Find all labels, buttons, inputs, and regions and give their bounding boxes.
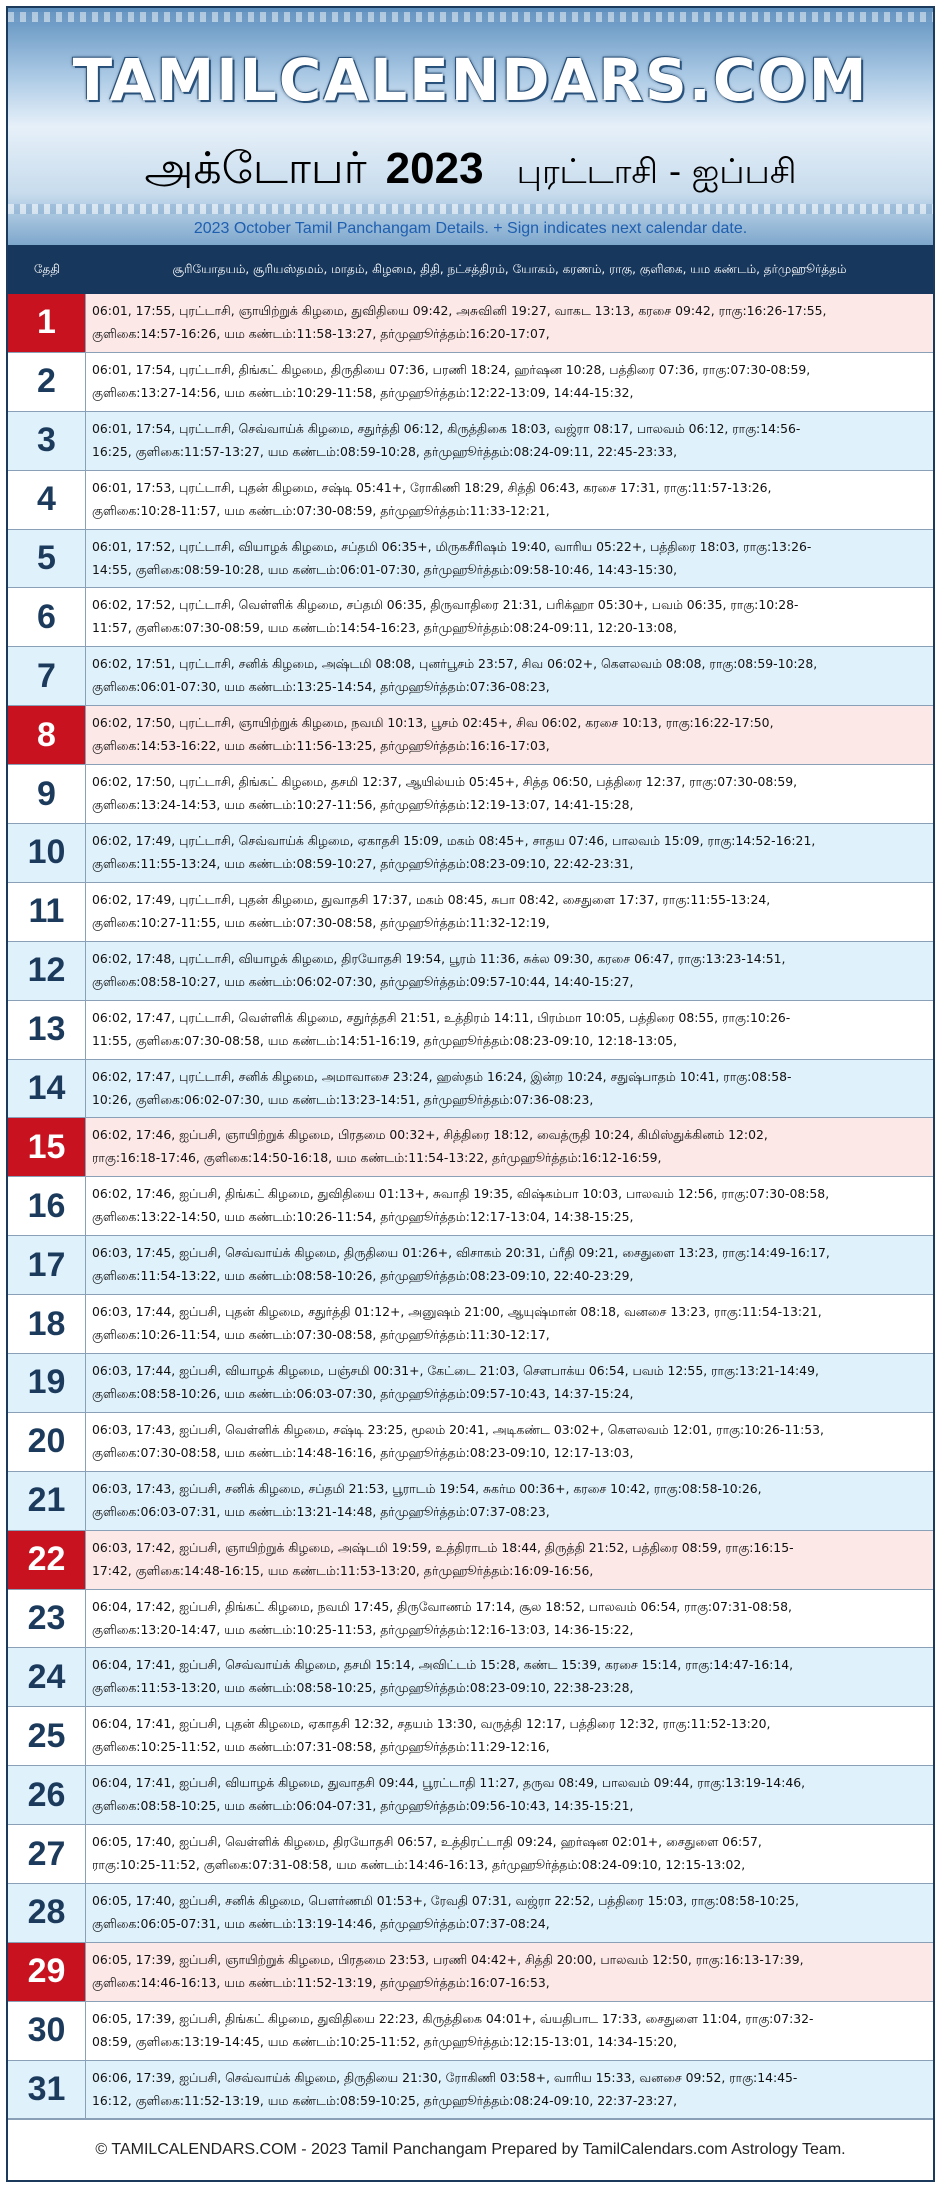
day-details (86, 883, 933, 941)
banner-ornament-top (8, 12, 933, 22)
page-subtitle: 2023 October Tamil Panchangam Details. + Sign indicates next calendar date. (193, 220, 748, 237)
details-line-1: 06:03, 17:43, ஐப்பசி, சனிக் கிழமை, சப்தமி 21:53, பூராடம் 19:54, சுகர்ம 00:36+, கரசை 10:42, ராகு:08:58-10:26, (92, 1480, 762, 1496)
day-number: 12 (8, 942, 86, 1000)
details-line-1: 06:03, 17:44, ஐப்பசி, புதன் கிழமை, சதுர்த்தி 01:12+, அனுஷம் 21:00, ஆயுஷ்மான் 08:18, வனசை 13:23, ராகு:11:54-13:21, (92, 1304, 822, 1320)
table-row (8, 942, 933, 1001)
day-details (86, 412, 933, 470)
table-row (8, 1943, 933, 2002)
details-line-2: குளிகை:13:20-14:47, யம கண்டம்:10:25-11:53, தர்முஹூர்த்தம்:12:16-13:03, 14:36-15:22, (92, 1621, 634, 1637)
day-number: 9 (8, 765, 86, 823)
day-details (86, 1413, 933, 1471)
day-number: 30 (8, 2002, 86, 2060)
day-details (86, 1707, 933, 1765)
day-details (86, 1354, 933, 1412)
details-line-1: 06:05, 17:40, ஐப்பசி, சனிக் கிழமை, பௌர்ணமி 01:53+, ரேவதி 07:31, வஜ்ரா 22:52, பத்திரை 15:03, ராகு:08:58-10:25, (92, 1893, 799, 1909)
table-row (8, 824, 933, 883)
table-row (8, 412, 933, 471)
details-line-1: 06:03, 17:45, ஐப்பசி, செவ்வாய்க் கிழமை, திருதியை 01:26+, விசாகம் 20:31, ப்ரீதி 09:21, சைதுளை 13:23, ராகு:14:49-16:17, (92, 1245, 830, 1261)
day-number: 17 (8, 1236, 86, 1294)
table-row (8, 588, 933, 647)
day-number: 19 (8, 1354, 86, 1412)
table-row (8, 2002, 933, 2061)
details-line-1: 06:03, 17:42, ஐப்பசி, ஞாயிற்றுக் கிழமை, அஷ்டமி 19:59, உத்திராடம் 18:44, திருத்தி 21:52, பத்திரை 08:59, ராகு:16:15- (92, 1539, 794, 1555)
day-number: 18 (8, 1295, 86, 1353)
details-line-2: குளிகை:14:57-16:26, யம கண்டம்:11:58-13:27, தர்முஹூர்த்தம்:16:20-17:07, (92, 326, 550, 341)
details-line-1: 06:02, 17:49, புரட்டாசி, செவ்வாய்க் கிழமை, ஏகாதசி 15:09, மகம் 08:45+, சாதய 07:46, பாலவம் 15:09, ராகு:14:52-16:21, (92, 833, 816, 849)
table-row (8, 1707, 933, 1766)
day-number: 5 (8, 530, 86, 588)
details-line-2: 17:42, குளிகை:14:48-16:15, யம கண்டம்:11:53-13:20, தர்முஹூர்த்தம்:16:09-16:56, (92, 1562, 594, 1578)
table-row (8, 471, 933, 530)
details-line-2: குளிகை:07:30-08:58, யம கண்டம்:14:48-16:16, தர்முஹூர்த்தம்:08:23-09:10, 12:17-13:03, (92, 1444, 634, 1460)
day-number: 20 (8, 1413, 86, 1471)
details-line-2: குளிகை:06:03-07:31, யம கண்டம்:13:21-14:48, தர்முஹூர்த்தம்:07:37-08:23, (92, 1503, 550, 1519)
table-row (8, 1648, 933, 1707)
table-row (8, 1177, 933, 1236)
day-number: 4 (8, 471, 86, 529)
day-details (86, 765, 933, 823)
day-details (86, 1884, 933, 1942)
table-row (8, 1825, 933, 1884)
details-line-1: 06:04, 17:41, ஐப்பசி, புதன் கிழமை, ஏகாதசி 12:32, சதயம் 13:30, வருத்தி 12:17, பத்திரை 12:32, ராகு:11:52-13:20, (92, 1716, 771, 1732)
details-line-1: 06:05, 17:40, ஐப்பசி, வெள்ளிக் கிழமை, திரயோதசி 06:57, உத்திரட்டாதி 09:24, ஹர்ஷன 02:01+, சைதுளை 06:57, (92, 1834, 762, 1850)
day-number: 15 (8, 1118, 86, 1176)
day-details (86, 471, 933, 529)
table-row (8, 1590, 933, 1649)
details-line-2: 14:55, குளிகை:08:59-10:28, யம கண்டம்:06:01-07:30, தர்முஹூர்த்தம்:09:58-10:46, 14:43-15:30, (92, 561, 678, 577)
table-row (8, 353, 933, 412)
day-details (86, 647, 933, 705)
day-details (86, 1825, 933, 1883)
table-row (8, 1531, 933, 1590)
day-details (86, 530, 933, 588)
day-details (86, 1590, 933, 1648)
details-line-1: 06:05, 17:39, ஐப்பசி, திங்கட் கிழமை, துவிதியை 22:23, கிருத்திகை 04:01+, வ்யதிபாட 17:33, சைதுளை 11:04, ராகு:07:32- (92, 2010, 814, 2026)
details-line-2: குளிகை:14:46-16:13, யம கண்டம்:11:52-13:19, தர்முஹூர்த்தம்:16:07-16:53, (92, 1974, 550, 1990)
details-line-2: குளிகை:11:53-13:20, யம கண்டம்:08:58-10:25, தர்முஹூர்த்தம்:08:23-09:10, 22:38-23:28, (92, 1680, 634, 1696)
details-line-1: 06:06, 17:39, ஐப்பசி, செவ்வாய்க் கிழமை, திருதியை 21:30, ரோகிணி 03:58+, வாரிய 15:33, வனசை 09:52, ராகு:14:45- (92, 2069, 798, 2085)
day-number: 7 (8, 647, 86, 705)
day-details (86, 1001, 933, 1059)
day-number: 27 (8, 1825, 86, 1883)
day-number: 8 (8, 706, 86, 764)
details-line-2: குளிகை:10:26-11:54, யம கண்டம்:07:30-08:58, தர்முஹூர்த்தம்:11:30-12:17, (92, 1327, 550, 1343)
table-row (8, 1001, 933, 1060)
details-line-2: 16:25, குளிகை:11:57-13:27, யம கண்டம்:08:59-10:28, தர்முஹூர்த்தம்:08:24-09:11, 22:45-23:33, (92, 443, 678, 459)
day-number: 10 (8, 824, 86, 882)
table-row (8, 1413, 933, 1472)
details-line-2: ராகு:16:18-17:46, குளிகை:14:50-16:18, யம கண்டம்:11:54-13:22, தர்முஹூர்த்தம்:16:12-16:59, (92, 1150, 662, 1166)
details-line-1: 06:02, 17:48, புரட்டாசி, வியாழக் கிழமை, திரயோதசி 19:54, பூரம் 11:36, சுக்ல 09:30, கரசை 06:47, ராகு:13:23-14:51, (92, 950, 786, 966)
details-line-2: 08:59, குளிகை:13:19-14:45, யம கண்டம்:10:25-11:52, தர்முஹூர்த்தம்:12:15-13:01, 14:34-15:20, (92, 2033, 678, 2049)
table-row (8, 1236, 933, 1295)
table-row (8, 883, 933, 942)
day-number: 13 (8, 1001, 86, 1059)
table-row (8, 706, 933, 765)
table-row (8, 1060, 933, 1119)
details-line-2: 16:12, குளிகை:11:52-13:19, யம கண்டம்:08:59-10:25, தர்முஹூர்த்தம்:08:24-09:10, 22:37-23:27, (92, 2092, 678, 2108)
details-line-2: குளிகை:08:58-10:26, யம கண்டம்:06:03-07:30, தர்முஹூர்த்தம்:09:57-10:43, 14:37-15:24, (92, 1386, 634, 1402)
details-line-1: 06:01, 17:52, புரட்டாசி, வியாழக் கிழமை, சப்தமி 06:35+, மிருகசீரிஷம் 19:40, வாரிய 05:22+, பத்திரை 18:03, ராகு:13:26- (92, 538, 812, 554)
details-line-2: குளிகை:08:58-10:27, யம கண்டம்:06:02-07:30, தர்முஹூர்த்தம்:09:57-10:44, 14:40-15:27, (92, 973, 634, 989)
day-number: 14 (8, 1060, 86, 1118)
details-line-2: குளிகை:08:58-10:25, யம கண்டம்:06:04-07:31, தர்முஹூர்த்தம்:09:56-10:43, 14:35-15:21, (92, 1798, 634, 1814)
details-line-1: 06:02, 17:49, புரட்டாசி, புதன் கிழமை, துவாதசி 17:37, மகம் 08:45, சுபா 08:42, சைதுளை 17:37, ராகு:11:55-13:24, (92, 891, 771, 907)
day-number: 16 (8, 1177, 86, 1235)
details-line-1: 06:04, 17:41, ஐப்பசி, வியாழக் கிழமை, துவாதசி 09:44, பூரட்டாதி 11:27, தருவ 08:49, பாலவம் 09:44, ராகு:13:19-14:46, (92, 1775, 806, 1791)
details-line-2: குளிகை:14:53-16:22, யம கண்டம்:11:56-13:25, தர்முஹூர்த்தம்:16:16-17:03, (92, 738, 550, 754)
footer-copyright: © TAMILCALENDARS.COM - 2023 Tamil Panchangam Prepared by TamilCalendars.com Astrology Team. (8, 2118, 933, 2180)
day-details (86, 1472, 933, 1530)
details-line-2: குளிகை:11:54-13:22, யம கண்டம்:08:58-10:26, தர்முஹூர்த்தம்:08:23-09:10, 22:40-23:29, (92, 1268, 634, 1284)
table-row (8, 1472, 933, 1531)
table-row (8, 1766, 933, 1825)
day-number: 31 (8, 2061, 86, 2119)
details-line-1: 06:03, 17:43, ஐப்பசி, வெள்ளிக் கிழமை, சஷ்டி 23:25, மூலம் 20:41, அடிகண்ட 03:02+, கௌலவம் 12:01, ராகு:10:26-11:53, (92, 1421, 824, 1437)
details-line-1: 06:04, 17:42, ஐப்பசி, திங்கட் கிழமை, நவமி 17:45, திருவோணம் 17:14, சூல 18:52, பாலவம் 06:54, ராகு:07:31-08:58, (92, 1598, 792, 1614)
site-logo[interactable]: TAMILCALENDARS.COM (72, 46, 869, 114)
day-details (86, 1648, 933, 1706)
table-row (8, 294, 933, 353)
header-details: சூரியோதயம், சூரியஸ்தமம், மாதம், கிழமை, திதி, நட்சத்திரம், யோகம், கரணம், ராகு, குளிகை, யம கண்டம், தர்முஹூர்த்தம் (172, 261, 847, 276)
day-details (86, 353, 933, 411)
table-row (8, 765, 933, 824)
details-line-2: குளிகை:10:28-11:57, யம கண்டம்:07:30-08:59, தர்முஹூர்த்தம்:11:33-12:21, (92, 502, 550, 518)
details-line-1: 06:02, 17:47, புரட்டாசி, சனிக் கிழமை, அமாவாசை 23:24, ஹஸ்தம் 16:24, இன்ற 10:24, சதுஷ்பாதம் 10:41, ராகு:08:58- (92, 1068, 792, 1084)
details-line-1: 06:01, 17:53, புரட்டாசி, புதன் கிழமை, சஷ்டி 05:41+, ரோகிணி 18:29, சித்தி 06:43, கரசை 17:31, ராகு:11:57-13:26, (92, 479, 772, 495)
table-header (8, 245, 933, 294)
day-number: 11 (8, 883, 86, 941)
details-line-1: 06:02, 17:46, ஐப்பசி, திங்கட் கிழமை, துவிதியை 01:13+, சுவாதி 19:35, விஷ்கம்பா 10:03, பாலவம் 12:56, ராகு:07:30-08:58, (92, 1186, 830, 1202)
day-details (86, 706, 933, 764)
title-tamil-months: புரட்டாசி - ஐப்பசி (516, 152, 797, 192)
table-row (8, 647, 933, 706)
day-details (86, 1236, 933, 1294)
details-line-1: 06:01, 17:55, புரட்டாசி, ஞாயிற்றுக் கிழமை, துவிதியை 09:42, அசுவினி 19:27, வாகட 13:13, கரசை 09:42, ராகு:16:26-17:55, (92, 303, 827, 318)
table-row (8, 1118, 933, 1177)
details-line-1: 06:02, 17:50, புரட்டாசி, திங்கட் கிழமை, தசமி 12:37, ஆயில்யம் 05:45+, சித்த 06:50, பத்திரை 12:37, ராகு:07:30-08:59, (92, 774, 798, 790)
details-line-1: 06:03, 17:44, ஐப்பசி, வியாழக் கிழமை, பஞ்சமி 00:31+, கேட்டை 21:03, சௌபாக்ய 06:54, பவம் 12:55, ராகு:13:21-14:49, (92, 1363, 819, 1379)
day-number: 3 (8, 412, 86, 470)
title-month: அக்டோபர் (144, 143, 367, 194)
day-number: 26 (8, 1766, 86, 1824)
day-number: 1 (8, 294, 86, 352)
day-number: 29 (8, 1943, 86, 2001)
banner (8, 8, 933, 245)
day-number: 25 (8, 1707, 86, 1765)
details-line-2: குளிகை:13:24-14:53, யம கண்டம்:10:27-11:56, தர்முஹூர்த்தம்:12:19-13:07, 14:41-15:28, (92, 797, 634, 813)
day-details (86, 1177, 933, 1235)
table-row (8, 1354, 933, 1413)
details-line-2: குளிகை:13:27-14:56, யம கண்டம்:10:29-11:58, தர்முஹூர்த்தம்:12:22-13:09, 14:44-15:32, (92, 384, 634, 400)
details-line-1: 06:02, 17:47, புரட்டாசி, வெள்ளிக் கிழமை, சதுர்த்தசி 21:51, உத்திரம் 14:11, பிரம்மா 10:05, பத்திரை 08:55, ராகு:10:26- (92, 1009, 791, 1025)
details-line-2: 10:26, குளிகை:06:02-07:30, யம கண்டம்:13:23-14:51, தர்முஹூர்த்தம்:07:36-08:23, (92, 1091, 594, 1107)
day-details (86, 2061, 933, 2119)
day-details (86, 824, 933, 882)
details-line-2: குளிகை:06:01-07:30, யம கண்டம்:13:25-14:54, தர்முஹூர்த்தம்:07:36-08:23, (92, 679, 550, 695)
day-details (86, 1531, 933, 1589)
details-line-1: 06:01, 17:54, புரட்டாசி, திங்கட் கிழமை, திருதியை 07:36, பரணி 18:24, ஹர்ஷன 10:28, பத்திரை 07:36, ராகு:07:30-08:59, (92, 361, 811, 377)
day-number: 21 (8, 1472, 86, 1530)
details-line-2: 11:55, குளிகை:07:30-08:58, யம கண்டம்:14:51-16:19, தர்முஹூர்த்தம்:08:23-09:10, 12:18-13:05, (92, 1032, 678, 1048)
day-details (86, 1295, 933, 1353)
header-date: தேதி (33, 261, 61, 276)
day-number: 28 (8, 1884, 86, 1942)
table-row (8, 1295, 933, 1354)
day-details (86, 942, 933, 1000)
day-number: 24 (8, 1648, 86, 1706)
day-number: 6 (8, 588, 86, 646)
day-rows (8, 294, 933, 2120)
day-number: 23 (8, 1590, 86, 1648)
day-details (86, 1118, 933, 1176)
page-title (8, 143, 933, 200)
table-row (8, 2061, 933, 2120)
calendar-frame (6, 6, 935, 2182)
day-number: 2 (8, 353, 86, 411)
day-details (86, 2002, 933, 2060)
day-details (86, 1943, 933, 2001)
day-details (86, 1060, 933, 1118)
details-line-1: 06:02, 17:46, ஐப்பசி, ஞாயிற்றுக் கிழமை, பிரதமை 00:32+, சித்திரை 18:12, வைத்ருதி 10:24, கிமிஸ்துக்கினம் 12:02, (92, 1127, 768, 1143)
day-details (86, 1766, 933, 1824)
day-number: 22 (8, 1531, 86, 1589)
details-line-1: 06:01, 17:54, புரட்டாசி, செவ்வாய்க் கிழமை, சதுர்த்தி 06:12, கிருத்திகை 18:03, வஜ்ரா 08:17, பாலவம் 06:12, ராகு:14:56- (92, 420, 801, 436)
details-line-2: 11:57, குளிகை:07:30-08:59, யம கண்டம்:14:54-16:23, தர்முஹூர்த்தம்:08:24-09:11, 12:20-13:08, (92, 620, 678, 636)
details-line-1: 06:05, 17:39, ஐப்பசி, ஞாயிற்றுக் கிழமை, பிரதமை 23:53, பரணி 04:42+, சித்தி 20:00, பாலவம் 12:50, ராகு:16:13-17:39, (92, 1951, 804, 1967)
banner-ornament-bottom (8, 204, 933, 214)
details-line-2: குளிகை:10:25-11:52, யம கண்டம்:07:31-08:58, தர்முஹூர்த்தம்:11:29-12:16, (92, 1739, 550, 1755)
details-line-1: 06:02, 17:51, புரட்டாசி, சனிக் கிழமை, அஷ்டமி 08:08, புனர்பூசம் 23:57, சிவ 06:02+, கௌலவம் 08:08, ராகு:08:59-10:28, (92, 656, 818, 672)
day-details (86, 588, 933, 646)
details-line-2: குளிகை:06:05-07:31, யம கண்டம்:13:19-14:46, தர்முஹூர்த்தம்:07:37-08:24, (92, 1916, 550, 1932)
details-line-2: ராகு:10:25-11:52, குளிகை:07:31-08:58, யம கண்டம்:14:46-16:13, தர்முஹூர்த்தம்:08:24-09:10, 12:15-13:02, (92, 1857, 746, 1873)
details-line-2: குளிகை:10:27-11:55, யம கண்டம்:07:30-08:58, தர்முஹூர்த்தம்:11:32-12:19, (92, 914, 550, 930)
details-line-2: குளிகை:13:22-14:50, யம கண்டம்:10:26-11:54, தர்முஹூர்த்தம்:12:17-13:04, 14:38-15:25, (92, 1209, 634, 1225)
details-line-1: 06:02, 17:52, புரட்டாசி, வெள்ளிக் கிழமை, சப்தமி 06:35, திருவாதிரை 21:31, பரிக்ஹா 05:30+, பவம் 06:35, ராகு:10:28- (92, 597, 799, 613)
details-line-2: குளிகை:11:55-13:24, யம கண்டம்:08:59-10:27, தர்முஹூர்த்தம்:08:23-09:10, 22:42-23:31, (92, 856, 634, 872)
title-year: 2023 (385, 144, 484, 193)
details-line-1: 06:02, 17:50, புரட்டாசி, ஞாயிற்றுக் கிழமை, நவமி 10:13, பூசம் 02:45+, சிவ 06:02, கரசை 10:13, ராகு:16:22-17:50, (92, 715, 774, 731)
table-row (8, 1884, 933, 1943)
day-details (86, 294, 933, 352)
table-row (8, 530, 933, 589)
details-line-1: 06:04, 17:41, ஐப்பசி, செவ்வாய்க் கிழமை, தசமி 15:14, அவிட்டம் 15:28, கண்ட 15:39, கரசை 15:14, ராகு:14:47-16:14, (92, 1657, 794, 1673)
